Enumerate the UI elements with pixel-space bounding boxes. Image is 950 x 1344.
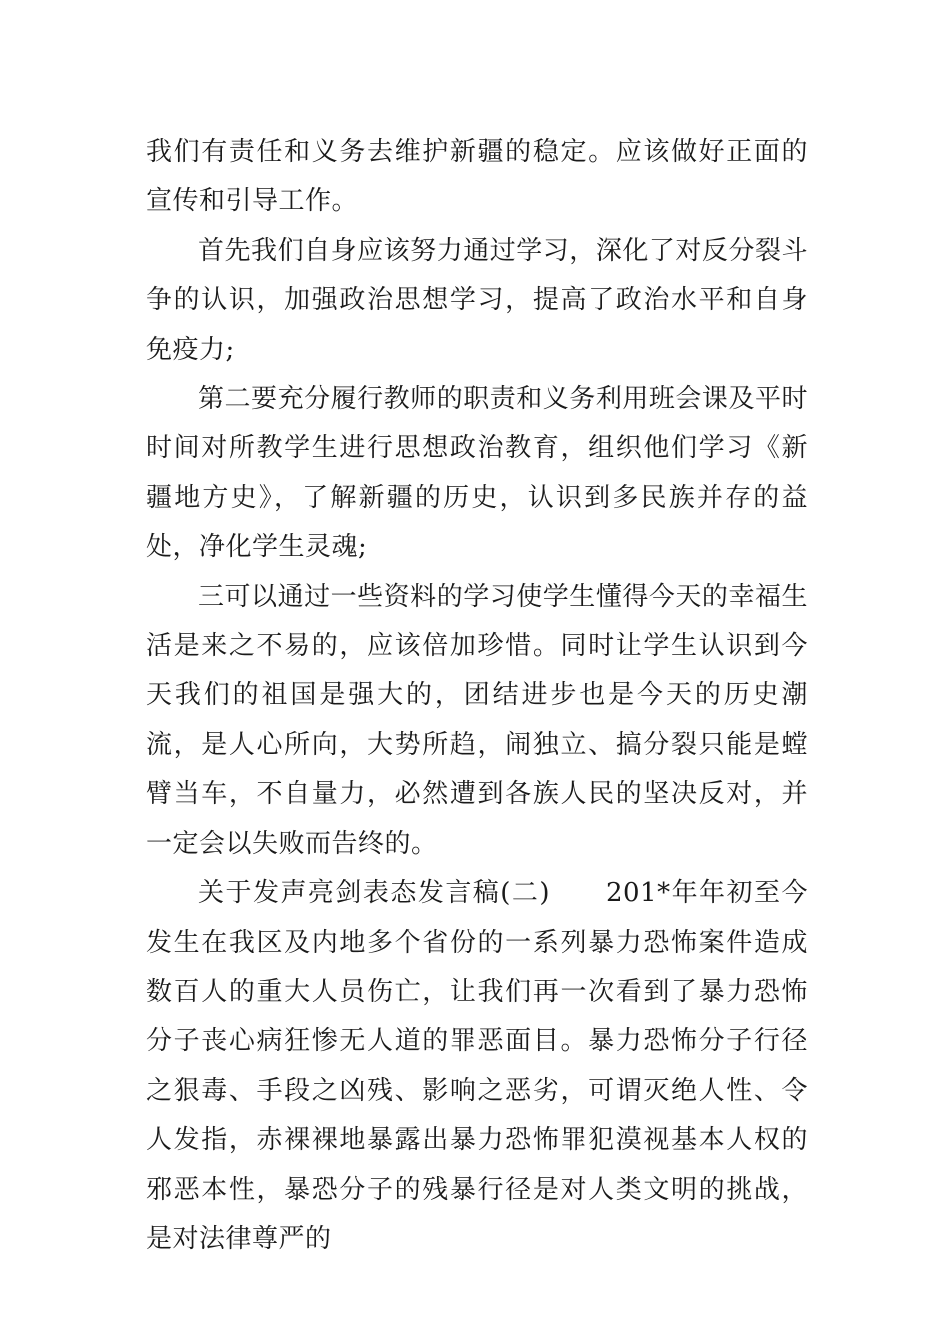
paragraph-1: 我们有责任和义务去维护新疆的稳定。应该做好正面的宣传和引导工作。 bbox=[146, 137, 808, 217]
paragraph-3: 第二要充分履行教师的职责和义务利用班会课及平时时间对所教学生进行思想政治教育，组织他们学习《新疆地方史》，了解新疆的历史，认识到多民族并存的益处，净化学生灵魂; bbox=[146, 384, 808, 563]
document-body bbox=[146, 128, 808, 1264]
paragraph-4: 三可以通过一些资料的学习使学生懂得今天的幸福生活是来之不易的，应该倍加珍惜。同时让学生认识到今天我们的祖国是强大的，团结进步也是今天的历史潮流，是人心所向，大势所趋，闹独立、搞分裂只能是螳臂当车，不自量力，必然遭到各族人民的坚决反对，并一定会以失败而告终的。 bbox=[146, 581, 808, 859]
paragraph-5: 关于发声亮剑表态发言稿(二) 201*年年初至今发生在我区及内地多个省份的一系列暴力恐怖案件造成数百人的重大人员伤亡，让我们再一次看到了暴力恐怖分子丧心病狂惨无人道的罪恶面目。暴力恐怖分子行径之狠毒、手段之凶残、影响之恶劣，可谓灭绝人性、令人发指，赤裸裸地暴露出暴力恐怖罪犯漠视基本人权的邪恶本性，暴恐分子的残暴行径是对人类文明的挑战，是对法律尊严的 bbox=[146, 878, 808, 1254]
paragraph-2: 首先我们自身应该努力通过学习，深化了对反分裂斗争的认识，加强政治思想学习，提高了政治水平和自身免疫力; bbox=[146, 235, 808, 365]
